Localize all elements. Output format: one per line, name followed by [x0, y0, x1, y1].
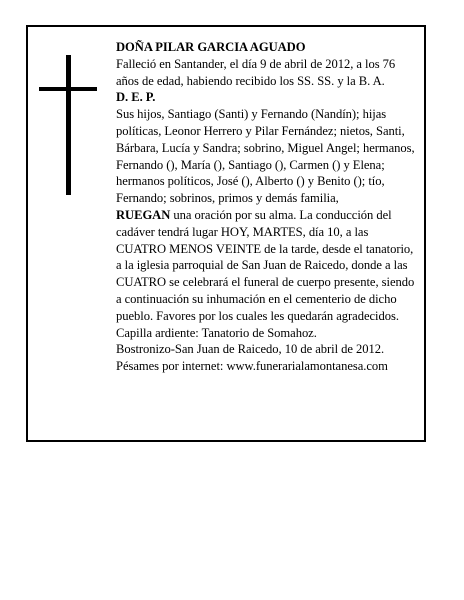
service-details: una oración por su alma. La conducción del cadáver tendrá lugar HOY, MARTES, día 10, a las CUATRO MENOS VEINTE de la tarde, desde el tanatorio, a la iglesia parroquial de San Juan de Raicedo, donde a las CUATRO se celebrará el funeral de cuerpo presente, siendo a continuación su inhumación en el cementerio de dicho pueblo. Favores por los cuales les quedarán agradecidos. Capilla ardiente: Tanatorio de Somahoz.	[116, 207, 415, 340]
obituary-notice	[26, 25, 426, 442]
service-paragraph	[116, 207, 421, 341]
dep-line: D. E. P.	[116, 90, 156, 105]
cross-crossbar	[39, 87, 97, 91]
family-list: Sus hijos, Santiago (Santi) y Fernando (Nandín); hijas políticas, Leonor Herrero y Pilar Fernández; nietos, Santi, Bárbara, Lucía y Sandra; sobrino, Miguel Angel; hermanos, Fernando (), María (), Santiago (), Carmen () y Elena; hermanos políticos, José (), Alberto () y Benito (); tío, Fernando; sobrinos, primos y demás familia,	[116, 107, 415, 206]
cross-icon	[28, 27, 88, 187]
condolences-line: Pésames por internet: www.funerarialamontanesa.com	[116, 359, 388, 374]
cross-upright	[66, 55, 71, 195]
place-date: Bostronizo-San Juan de Raicedo, 10 de abril de 2012.	[116, 342, 385, 357]
notice-body	[116, 39, 421, 375]
death-statement: Falleció en Santander, el día 9 de abril de 2012, a los 76 años de edad, habiendo recibido los SS. SS. y la B. A.	[116, 56, 396, 88]
ruegan-label: RUEGAN	[116, 207, 171, 222]
deceased-name: DOÑA PILAR GARCIA AGUADO	[116, 40, 306, 54]
